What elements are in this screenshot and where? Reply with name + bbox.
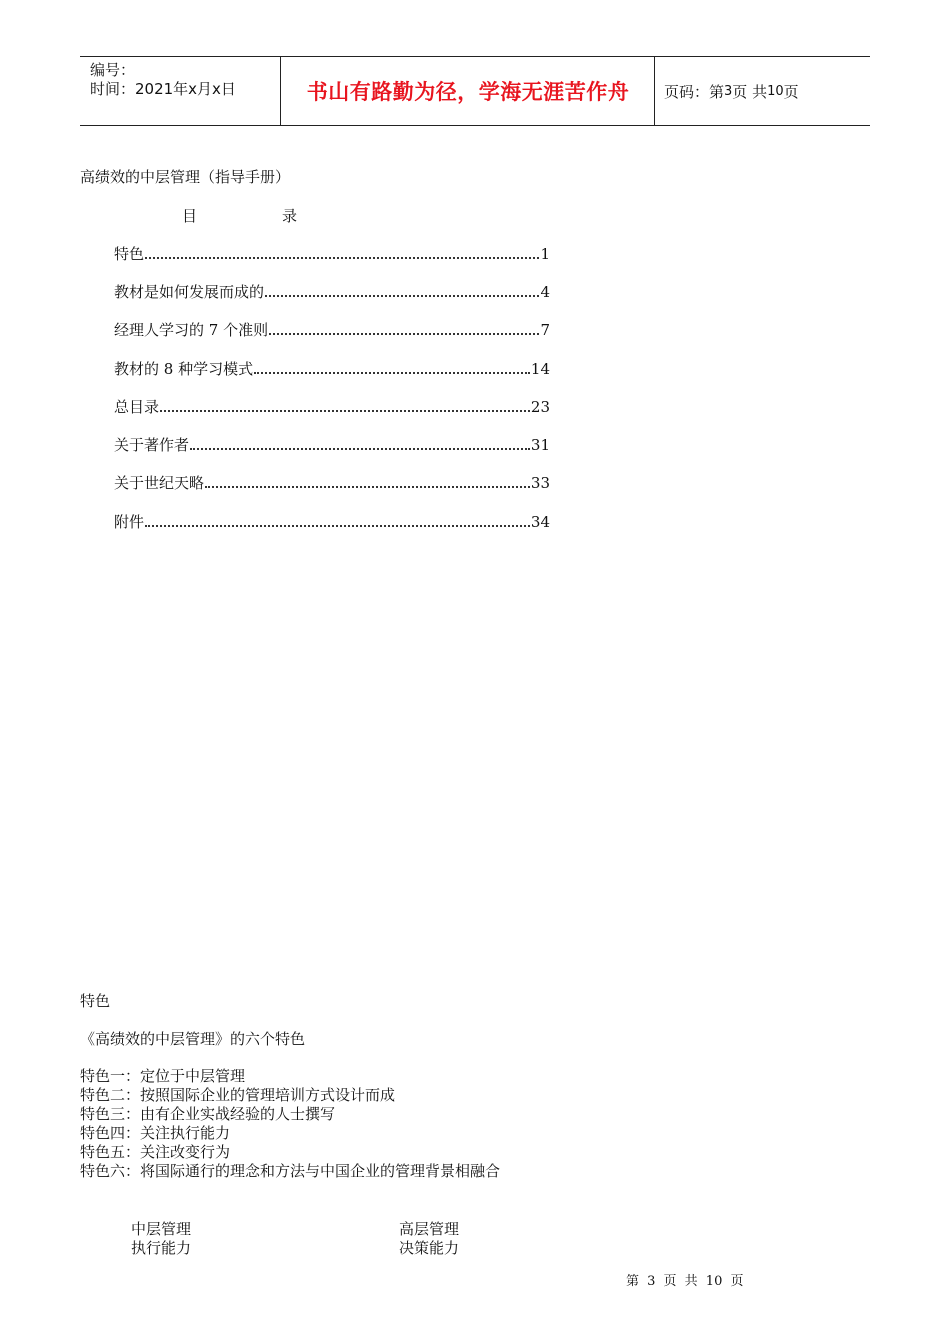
toc-heading-left: 目 (182, 207, 198, 225)
toc-item-page: 1 (540, 245, 550, 263)
toc-item-about-company[interactable] (114, 472, 550, 493)
feature-item: 特色四：关注执行能力 (80, 1124, 231, 1142)
comparison-left-ability: 执行能力 (131, 1239, 192, 1257)
document-time-label: 时间：2021年x月x日 (90, 80, 236, 98)
document-title: 高绩效的中层管理（指导手册） (80, 168, 291, 186)
toc-item-features[interactable] (114, 243, 550, 264)
toc-dot-leader (265, 295, 539, 297)
toc-item-page: 33 (530, 474, 550, 492)
toc-item-page: 34 (530, 513, 550, 531)
header-divider (654, 57, 655, 125)
comparison-right-role: 高层管理 (399, 1220, 460, 1238)
toc-dot-leader (160, 410, 530, 412)
feature-item: 特色二：按照国际企业的管理培训方式设计而成 (80, 1086, 396, 1104)
toc-item-page: 23 (530, 398, 550, 416)
page-suffix: 页 (783, 82, 799, 101)
toc-item-label: 附件 (114, 513, 145, 531)
page-mid: 页 共 (732, 82, 768, 101)
toc-item-label: 关于著作者 (114, 436, 190, 454)
page-current: 3 (724, 83, 733, 99)
toc-dot-leader (269, 333, 539, 335)
feature-item: 特色六：将国际通行的理念和方法与中国企业的管理背景相融合 (80, 1162, 501, 1180)
toc-item-label: 经理人学习的 7 个准则 (114, 321, 269, 339)
comparison-right (399, 1220, 459, 1258)
toc-dot-leader (254, 372, 530, 374)
header-motto: 书山有路勤为径，学海无涯苦作舟 (306, 80, 630, 104)
section-subtitle: 《高绩效的中层管理》的六个特色 (80, 1030, 306, 1048)
toc-item-master-contents[interactable] (114, 396, 550, 417)
comparison-right-ability: 决策能力 (399, 1239, 460, 1257)
toc-dot-leader (205, 486, 530, 488)
toc-item-label: 关于世纪天略 (114, 474, 205, 492)
toc-item-label: 教材是如何发展而成的 (114, 283, 265, 301)
toc-item-label: 教材的 8 种学习模式 (114, 360, 254, 378)
header-meta (90, 61, 236, 99)
toc-dot-leader (145, 257, 539, 259)
toc-dot-leader (145, 525, 530, 527)
toc-item-label: 总目录 (114, 398, 160, 416)
toc-item-development[interactable] (114, 281, 550, 302)
comparison-left-role: 中层管理 (131, 1220, 192, 1238)
page-total: 10 (767, 83, 784, 99)
feature-item: 特色一：定位于中层管理 (80, 1067, 246, 1085)
page-footer: 第 3 页 共 10 页 (626, 1274, 744, 1289)
toc-heading-right: 录 (282, 207, 298, 225)
page-header (80, 56, 870, 126)
toc-item-about-authors[interactable] (114, 434, 550, 455)
toc-item-eight-modes[interactable] (114, 358, 550, 379)
header-page-indicator (664, 57, 799, 125)
toc-item-label: 特色 (114, 245, 145, 263)
feature-item: 特色五：关注改变行为 (80, 1143, 231, 1161)
document-number-label: 编号： (90, 61, 136, 79)
toc-item-page: 14 (530, 360, 550, 378)
toc-item-page: 7 (540, 321, 550, 339)
feature-item: 特色三：由有企业实战经验的人士撰写 (80, 1105, 336, 1123)
toc-item-page: 31 (530, 436, 550, 454)
feature-list (80, 1067, 500, 1181)
toc-item-seven-principles[interactable] (114, 319, 550, 340)
page-prefix: 页码：第 (664, 82, 725, 101)
toc-dot-leader (190, 448, 530, 450)
toc-item-appendix[interactable] (114, 511, 550, 532)
comparison-left (131, 1220, 191, 1258)
section-heading: 特色 (80, 992, 111, 1010)
toc-item-page: 4 (540, 283, 550, 301)
